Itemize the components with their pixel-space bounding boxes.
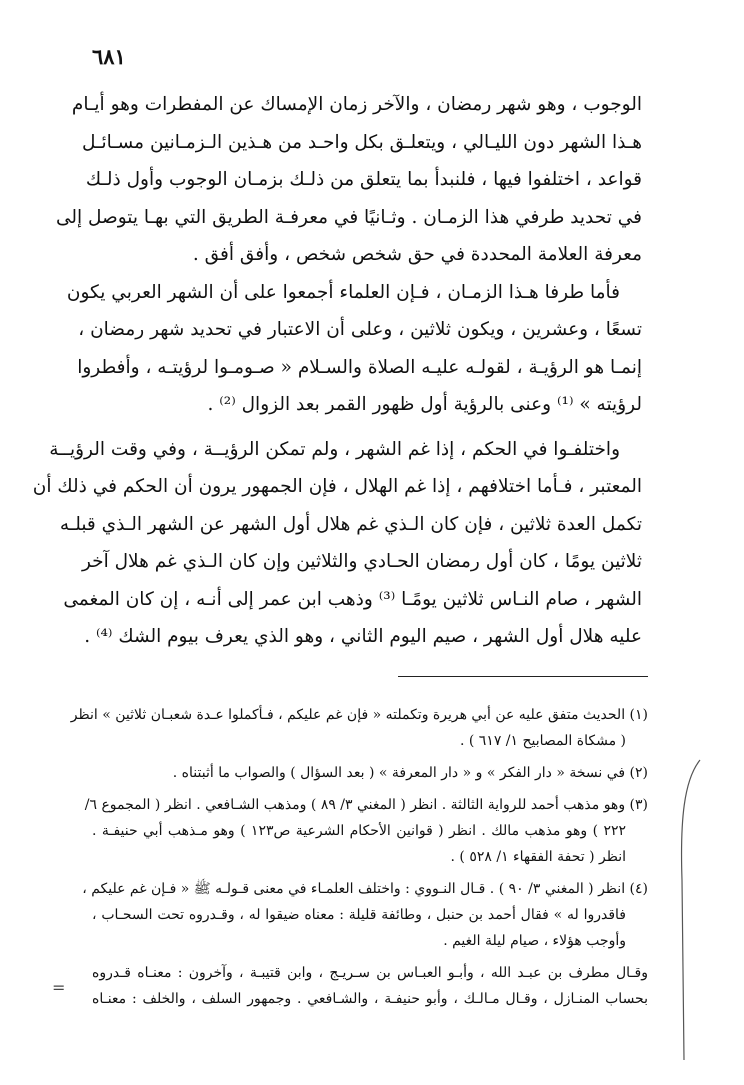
paragraph: [32, 431, 642, 656]
footnote-line: بحساب المنـازل ، وقـال مـالـك ، وأبو حنيفـة ، والشـافعي . وجمهور السلف ، والخلف : معنـاه: [92, 991, 648, 1007]
text-line: لرؤيته » ⁽¹⁾ وعنى بالرؤية أول ظهور القمر بعد الزوال ⁽²⁾ .: [207, 394, 642, 415]
footnote-line: ٢٢٢ ) وهو مذهب مالك . انظر ( قوانين الأحكام الشرعية ص١٢٣ ) وهو مـذهب أبي حنيفـة .: [92, 823, 626, 839]
text-line: تكمل العدة ثلاثين ، فإن كان الـذي غم هلال أول الشهر عن الشهر الـذي قبلـه: [59, 513, 642, 535]
footnote-2: [92, 760, 648, 786]
footnote-line: (٢) في نسخة « دار الفكر » و « دار المعرفة » ( بعد السؤال ) والصواب ما أثبتناه .: [172, 765, 648, 781]
text-line: الشهر ، صام النـاس ثلاثين يومًـا ⁽³⁾ وذهب ابن عمر إلى أنـه ، إن كان المغمى: [63, 588, 642, 610]
paragraph: [66, 274, 642, 424]
footnote-separator: [398, 676, 648, 677]
footnote-line: انظر ( تحفة الفقهاء ١/ ٥٢٨ ) .: [450, 849, 626, 865]
text-line: فأما طرفا هـذا الزمـان ، فـإن العلماء أجمعوا على أن الشهر العربي يكون: [66, 281, 620, 303]
paragraph: [55, 86, 642, 274]
text-line: الوجوب ، وهو شهر رمضان ، والآخر زمان الإمساك عن المفطرات وهو أيـام: [71, 94, 642, 115]
margin-mark: =: [52, 978, 66, 997]
text-line: عليه هلال أول الشهر ، صيم اليوم الثاني ، وهو الذي يعرف بيوم الشك ⁽⁴⁾ .: [84, 626, 642, 647]
page-curl-mark: [678, 760, 702, 1060]
text-line: معرفة العلامة المحددة في حق شخص شخص ، وأفق أفق .: [192, 244, 642, 265]
footnote-line: ( مشكاة المصابيح ١/ ٦١٧ ) .: [459, 733, 626, 749]
text-line: تسعًا ، وعشرين ، ويكون ثلاثين ، وعلى أن الاعتبار في تحديد شهر رمضان ،: [78, 319, 642, 340]
page-number: ٦٨١: [92, 44, 126, 69]
footnotes: [70, 702, 648, 1012]
footnote-line: (١) الحديث متفق عليه عن أبي هريرة وتكملته « فإن غم عليكم ، فـأكملوا عـدة شعبـان ثلاثين » انظر: [70, 707, 648, 723]
footnote-line: وأوجب هؤلاء ، صيام ليلة الغيم .: [443, 933, 626, 949]
text-line: واختلفـوا في الحكم ، إذا غم الشهر ، ولم تمكن الرؤيــة ، وفي وقت الرؤيــة: [49, 438, 620, 460]
text-line: المعتبر ، فـأما اختلافهم ، إذا غم الهلال ، فإن الجمهور يرون أن الحكم في ذلك أن: [32, 476, 642, 497]
footnote-line: (٣) وهو مذهب أحمد للرواية الثالثة . انظر ( المغني ٣/ ٨٩ ) ومذهب الشـافعي . انظر ( المجموع ٦/: [84, 797, 648, 813]
footnote-line: فاقدروا له » فقال أحمد بن حنبل ، وطائفة قليلة : معناه ضيقوا له ، وقـدروه تحت السحـاب ،: [92, 907, 626, 923]
text-line: ثلاثين يومًا ، كان أول رمضان الحـادي والثلاثين وإن كان الـذي غم هلال آخر: [81, 551, 642, 572]
footnote-line: (٤) انظر ( المغني ٣/ ٩٠ ) . قـال النـووي : واختلف العلمـاء في معنى قـولـه ﷺ « فـإن غم عليكم ،: [82, 881, 648, 897]
footnote-line: وقـال مطرف بن عبـد الله ، وأبـو العبـاس بن سـريـج ، وابن قتيبـة ، وآخرون : معنـاه قـدروه: [92, 965, 648, 981]
main-text: [32, 86, 642, 656]
footnote-3: [84, 792, 648, 870]
footnote-4: [82, 876, 648, 1012]
text-line: هـذا الشهر دون الليـالي ، ويتعلـق بكل واحـد من هـذين الـزمـانين مسـائـل: [82, 131, 642, 153]
text-line: إنمـا هو الرؤيـة ، لقولـه عليـه الصلاة والسـلام « صـومـوا لرؤيتـه ، وأفطروا: [77, 356, 642, 378]
footnote-1: [70, 702, 648, 754]
text-line: قواعد ، اختلفوا فيها ، فلنبدأ بما يتعلق من ذلـك بزمـان الوجوب وأول ذلـك: [85, 169, 642, 190]
text-line: في تحديد طرفي هذا الزمـان . وثـانيًا في معرفـة الطريق التي بهـا يتوصل إلى: [55, 206, 642, 228]
